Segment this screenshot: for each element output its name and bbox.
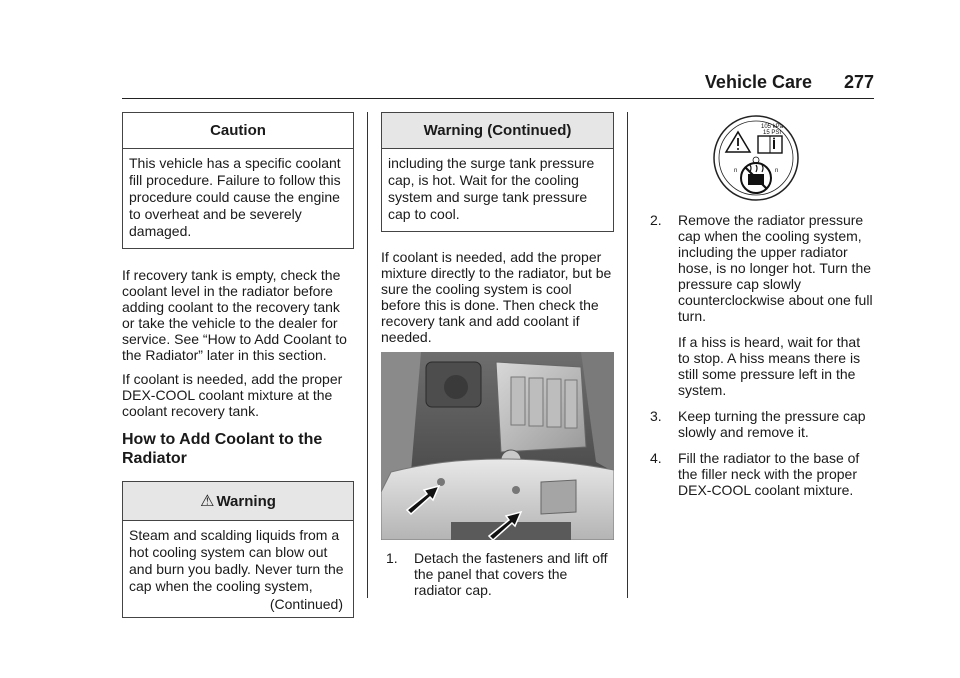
warning-title: Warning xyxy=(216,493,276,510)
caution-title: Caution xyxy=(123,113,353,149)
warning-icon: ⚠ xyxy=(200,493,215,510)
cap-psi-label: 15 PSI xyxy=(762,130,782,136)
warning-continued-box xyxy=(381,112,614,232)
step-list-part1 xyxy=(386,550,616,598)
step-note: If a hiss is heard, wait for that to stop. A hiss means there is still some pressure left in the system. xyxy=(678,334,861,398)
warning-box xyxy=(122,481,354,618)
warning-continued-title: Warning (Continued) xyxy=(382,113,613,149)
column-divider-left xyxy=(367,112,368,598)
step-text: Keep turning the pressure cap slowly and remove it. xyxy=(678,408,866,440)
cap-kpa-label: 105 kPa xyxy=(760,124,784,130)
step-number: 1. xyxy=(386,550,398,566)
step-item xyxy=(650,212,874,398)
svg-text:n: n xyxy=(775,168,779,174)
step-item xyxy=(386,550,616,598)
warning-body-wrap xyxy=(123,521,353,617)
dexcool-paragraph: If coolant is needed, add the proper DEX-COOL coolant mixture at the coolant recovery tank. xyxy=(122,371,343,419)
caution-body: This vehicle has a specific coolant fill procedure. Failure to follow this procedure could cause the engine to overheat and be severely damaged. xyxy=(129,155,341,239)
step-list-part2 xyxy=(650,212,874,498)
add-coolant-paragraph: If coolant is needed, add the proper mixture directly to the radiator, but be sure the cooling system is cool before this is done. Then check the recovery tank and add coolant if needed. xyxy=(381,249,612,345)
column-1 xyxy=(122,112,354,618)
column-2 xyxy=(381,112,614,345)
step-number: 2. xyxy=(650,212,662,228)
step-item xyxy=(650,450,874,498)
pressure-cap-icon xyxy=(712,114,800,202)
step-number: 3. xyxy=(650,408,662,424)
svg-text:n: n xyxy=(734,168,738,174)
continued-label: (Continued) xyxy=(269,596,343,612)
engine-compartment-photo xyxy=(381,352,614,540)
recovery-tank-paragraph: If recovery tank is empty, check the coolant level in the radiator before adding coolant to the recovery tank or take the vehicle to the dealer for service. See “How to Add Coolant to the Radiator” later in this section. xyxy=(122,267,347,363)
engine-photo-illustration xyxy=(381,352,614,540)
warning-title-row xyxy=(123,482,353,521)
page-number: 277 xyxy=(843,72,874,92)
step-number: 4. xyxy=(650,450,662,466)
warning-body: Steam and scalding liquids from a hot cooling system can blow out and burn you badly. Never turn the cap when the cooling system, xyxy=(129,527,344,594)
warning-continued-body: including the surge tank pressure cap, is hot. Wait for the cooling system and surge tank pressure cap to cool. xyxy=(382,149,613,231)
step-text: Remove the radiator pressure cap when the cooling system, including the upper radiator hose, is no longer hot. Turn the pressure cap slowly counterclockwise about one full turn. xyxy=(678,212,873,324)
column-divider-right xyxy=(627,112,628,598)
section-title: Vehicle Care xyxy=(704,72,812,92)
radiator-cap-icon xyxy=(712,114,800,202)
caution-box xyxy=(122,112,354,249)
step-text: Fill the radiator to the base of the filler neck with the proper DEX-COOL coolant mixture. xyxy=(678,450,860,498)
page-header xyxy=(122,72,874,99)
step-text: Detach the fasteners and lift off the panel that covers the radiator cap. xyxy=(414,550,608,598)
section-heading: How to Add Coolant to the Radiator xyxy=(122,431,323,467)
step-item xyxy=(650,408,874,440)
